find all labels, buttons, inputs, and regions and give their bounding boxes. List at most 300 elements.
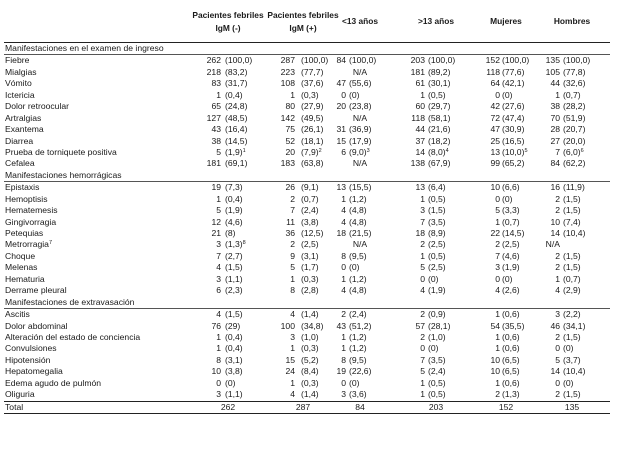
- count-cell: 1: [290, 89, 295, 100]
- count-cell: 1: [341, 273, 346, 284]
- row-label: [5, 158, 35, 169]
- percent-cell: [225, 378, 236, 389]
- row-label: [5, 321, 68, 332]
- percent-value: (0,5): [428, 377, 446, 388]
- count-cell: 183: [280, 158, 295, 169]
- percent-cell: [301, 205, 319, 216]
- row-label: [5, 228, 43, 239]
- col-header-over-13: >13 años: [417, 16, 455, 26]
- count-cell: 18: [415, 228, 425, 238]
- percent-value: (24,8): [225, 101, 248, 112]
- count-cell: 4: [495, 285, 500, 296]
- total-value: 135: [564, 401, 580, 412]
- count-cell: 138: [410, 158, 425, 169]
- percent-value: (17,9): [349, 135, 372, 146]
- percent-cell: [225, 332, 243, 343]
- row-label-text: Metrorragia: [5, 239, 49, 250]
- percent-cell: [502, 113, 524, 124]
- percent-cell: [502, 389, 520, 400]
- table-row: [4, 194, 610, 205]
- count-cell: 6: [216, 285, 221, 296]
- percent-value: (28,2): [563, 101, 586, 112]
- count-cell: 12: [211, 216, 221, 227]
- percent-cell: [225, 285, 243, 296]
- percent-cell: [225, 309, 243, 320]
- count-cell: 3: [420, 205, 425, 216]
- percent-cell: [225, 158, 247, 169]
- percent-cell: [502, 136, 524, 147]
- percent-value: (27,9): [301, 101, 324, 112]
- percent-value: (9,1): [301, 182, 319, 193]
- percent-value: (55,6): [349, 78, 372, 89]
- count-cell: 100: [280, 320, 295, 331]
- percent-cell: [502, 239, 520, 250]
- count-cell: 1: [420, 377, 425, 388]
- percent-value: (0,7): [502, 216, 520, 227]
- percent-value: (0): [349, 262, 360, 273]
- percent-cell: [428, 378, 446, 389]
- percent-cell: [349, 136, 371, 147]
- count-cell: 22: [490, 228, 500, 238]
- percent-value: (32,6): [563, 78, 586, 89]
- percent-value: (34,8): [301, 320, 324, 331]
- percent-cell: [502, 217, 520, 228]
- row-label: [5, 285, 67, 296]
- percent-cell: [301, 378, 319, 389]
- count-cell: 43: [336, 320, 346, 331]
- count-cell: 5: [216, 146, 221, 157]
- percent-cell: [428, 355, 446, 366]
- count-cell: 7: [420, 216, 425, 227]
- count-cell: 2: [290, 239, 295, 250]
- percent-value: (2,4): [301, 205, 319, 216]
- count-cell: 0: [341, 89, 346, 100]
- count-cell: 10: [490, 366, 500, 377]
- percent-value: (49,5): [301, 112, 324, 123]
- percent-value: (0,3): [301, 89, 319, 100]
- count-cell: 38: [211, 135, 221, 146]
- percent-value: (4,8): [349, 285, 367, 296]
- count-cell: 262: [206, 55, 221, 66]
- count-cell: 105: [545, 66, 560, 77]
- percent-cell: [563, 113, 585, 124]
- count-cell: 4: [290, 389, 295, 400]
- col-header-under-13: <13 años: [341, 16, 379, 26]
- count-cell: 57: [415, 320, 425, 331]
- percent-cell: [502, 251, 520, 262]
- percent-cell: [301, 147, 322, 158]
- percent-value: (0): [502, 273, 513, 284]
- percent-value: (1,5): [563, 193, 581, 204]
- percent-value: (2,5): [502, 239, 520, 250]
- count-cell: 25: [490, 135, 500, 146]
- count-cell: 287: [280, 55, 295, 66]
- count-cell: 8: [216, 354, 221, 365]
- count-cell: 0: [555, 377, 560, 388]
- row-label-text: Artralgias: [5, 112, 42, 123]
- table-row: [4, 228, 610, 239]
- percent-cell: [349, 101, 371, 112]
- percent-cell: [563, 389, 581, 400]
- count-cell: 60: [415, 101, 425, 112]
- percent-cell: [301, 113, 323, 124]
- percent-value: (100,0): [301, 55, 329, 66]
- percent-value: (0,4): [225, 89, 243, 100]
- count-cell: 72: [490, 112, 500, 123]
- row-label-text: Exantema: [5, 124, 44, 135]
- count-cell: 61: [415, 78, 425, 89]
- percent-value: (69,1): [225, 158, 248, 169]
- count-cell: 2: [341, 309, 346, 320]
- percent-cell: [349, 217, 367, 228]
- count-cell: 76: [211, 320, 221, 331]
- footnote-mark: 6: [580, 147, 584, 154]
- percent-value: (0): [225, 377, 236, 388]
- percent-value: (65,2): [502, 158, 525, 169]
- percent-cell: [428, 366, 446, 377]
- percent-value: (0,6): [502, 331, 520, 342]
- row-label-text: Hematemesis: [5, 205, 58, 216]
- count-cell: 0: [495, 273, 500, 284]
- percent-cell: [428, 309, 446, 320]
- percent-value: (0,9): [428, 309, 446, 320]
- count-cell: 0: [495, 89, 500, 100]
- percent-value: (2,5): [428, 262, 446, 273]
- percent-cell: [349, 321, 371, 332]
- percent-cell: [301, 355, 319, 366]
- percent-cell: [225, 343, 243, 354]
- count-cell: 44: [415, 124, 425, 135]
- percent-value: (1,0): [301, 331, 319, 342]
- percent-cell: [428, 239, 446, 250]
- count-cell: 1: [216, 89, 221, 100]
- percent-value: (1,5): [225, 262, 243, 273]
- count-cell: 1: [420, 89, 425, 100]
- count-cell: 5: [420, 366, 425, 377]
- percent-cell: [502, 205, 520, 216]
- table-row: [4, 389, 610, 400]
- percent-cell: [428, 67, 450, 78]
- count-cell: 1: [420, 193, 425, 204]
- count-cell: 1: [216, 193, 221, 204]
- row-label: [5, 205, 58, 216]
- percent-cell: [301, 124, 323, 135]
- percent-value: (21,5): [349, 228, 372, 238]
- count-cell: 27: [550, 135, 560, 146]
- count-cell: 0: [555, 343, 560, 354]
- count-cell: 1: [290, 343, 295, 354]
- count-cell: 142: [280, 112, 295, 123]
- table-row: [4, 78, 610, 89]
- percent-cell: [428, 90, 446, 101]
- count-cell: 4: [420, 285, 425, 296]
- percent-cell: [301, 67, 323, 78]
- row-label: [5, 217, 56, 228]
- percent-cell: [428, 332, 446, 343]
- percent-value: (1,2): [349, 273, 367, 284]
- percent-value: (8,0): [428, 146, 446, 157]
- percent-value: (1,7): [301, 262, 319, 273]
- percent-value: (3,8): [301, 216, 319, 227]
- count-cell: 84: [336, 55, 346, 66]
- row-label: [5, 78, 32, 89]
- percent-value: (77,6): [502, 66, 525, 77]
- percent-value: (2,7): [225, 250, 243, 261]
- percent-cell: [502, 124, 524, 135]
- count-cell: 0: [341, 377, 346, 388]
- count-cell: 84: [550, 158, 560, 169]
- row-label: [5, 147, 117, 158]
- percent-cell: [225, 355, 243, 366]
- row-label-text: Gingivorragia: [5, 216, 57, 227]
- percent-value: (100,0): [349, 55, 377, 66]
- row-label-text: Convulsiones: [5, 343, 57, 354]
- percent-cell: [563, 355, 581, 366]
- percent-value: (2,5): [428, 239, 446, 250]
- row-label: [5, 366, 63, 377]
- percent-value: (30,9): [502, 124, 525, 135]
- percent-cell: [225, 147, 246, 158]
- percent-cell: [502, 321, 524, 332]
- percent-cell: [301, 321, 323, 332]
- na-cell: N/A: [352, 112, 368, 123]
- percent-value: (9,0): [349, 146, 367, 157]
- percent-value: (3,1): [225, 354, 243, 365]
- percent-cell: [301, 343, 319, 354]
- percent-cell: [563, 251, 581, 262]
- percent-value: (58,1): [428, 112, 451, 123]
- percent-cell: [502, 78, 524, 89]
- percent-cell: [225, 366, 243, 377]
- na-cell: N/A: [352, 66, 368, 77]
- count-cell: 9: [290, 250, 295, 261]
- footnote-mark: 8: [242, 240, 246, 247]
- row-label: [5, 90, 35, 101]
- table-row: [4, 124, 610, 135]
- percent-value: (0,3): [301, 343, 319, 354]
- footnote-mark: 5: [524, 147, 528, 154]
- percent-value: (0): [349, 89, 360, 100]
- total-value: 203: [428, 401, 444, 412]
- count-cell: 13: [490, 146, 500, 157]
- percent-value: (23,8): [349, 101, 372, 112]
- count-cell: 1: [495, 216, 500, 227]
- count-cell: 5: [290, 262, 295, 273]
- total-value: 84: [355, 401, 365, 412]
- section-header: [4, 297, 610, 309]
- percent-value: (0): [428, 273, 439, 284]
- percent-cell: [349, 309, 367, 320]
- row-label-text: Hematuria: [5, 273, 45, 284]
- count-cell: 18: [336, 228, 346, 238]
- section-title: Manifestaciones de extravasación: [5, 296, 135, 307]
- count-cell: 54: [490, 320, 500, 331]
- percent-value: (1,5): [563, 262, 581, 273]
- percent-cell: [563, 90, 581, 101]
- percent-cell: [502, 274, 513, 285]
- count-cell: 1: [420, 250, 425, 261]
- count-cell: 8: [290, 285, 295, 296]
- percent-value: (7,3): [225, 182, 243, 193]
- percent-cell: [502, 90, 513, 101]
- percent-cell: [349, 124, 371, 135]
- count-cell: 46: [550, 320, 560, 331]
- percent-cell: [428, 194, 446, 205]
- count-cell: 1: [555, 273, 560, 284]
- percent-value: (1,2): [349, 331, 367, 342]
- percent-value: (4,6): [225, 216, 243, 227]
- percent-cell: [349, 147, 370, 158]
- row-label: [5, 136, 33, 147]
- count-cell: 0: [495, 193, 500, 204]
- count-cell: 7: [555, 146, 560, 157]
- percent-value: (20,7): [563, 124, 586, 135]
- row-label-text: Epistaxis: [5, 182, 40, 193]
- percent-value: (18,2): [428, 135, 451, 146]
- percent-cell: [428, 158, 450, 169]
- percent-cell: [502, 262, 520, 273]
- count-cell: 0: [420, 343, 425, 354]
- percent-value: (1,9): [428, 285, 446, 296]
- row-label-text: Hemoptisis: [5, 193, 48, 204]
- percent-cell: [225, 274, 243, 285]
- row-label: [5, 355, 50, 366]
- percent-value: (100,0): [225, 55, 253, 66]
- percent-cell: [563, 67, 585, 78]
- table-row: [4, 378, 610, 389]
- count-cell: 3: [555, 309, 560, 320]
- count-cell: 15: [285, 354, 295, 365]
- percent-cell: [563, 55, 590, 66]
- percent-cell: [428, 262, 446, 273]
- count-cell: 2: [495, 389, 500, 400]
- percent-value: (63,8): [301, 158, 324, 169]
- row-label-text: Dolor retroocular: [5, 101, 69, 112]
- percent-value: (7,4): [563, 216, 581, 227]
- percent-cell: [225, 136, 247, 147]
- percent-cell: [349, 389, 367, 400]
- percent-value: (3,8): [225, 366, 243, 377]
- count-cell: 4: [216, 262, 221, 273]
- count-cell: 11: [286, 216, 295, 227]
- percent-value: (2,3): [225, 285, 243, 296]
- percent-value: (1,5): [563, 389, 581, 400]
- count-cell: 1: [290, 377, 295, 388]
- row-label-text: Oliguria: [5, 389, 35, 400]
- percent-value: (1,5): [563, 331, 581, 342]
- percent-value: (0,6): [502, 309, 520, 320]
- percent-value: (1,9): [225, 146, 243, 157]
- percent-value: (1,5): [225, 309, 243, 320]
- percent-value: (18,1): [301, 135, 324, 146]
- count-cell: 10: [550, 216, 560, 227]
- percent-value: (11,9): [563, 182, 585, 193]
- section-title: Manifestaciones hemorrágicas: [5, 169, 122, 180]
- percent-cell: [502, 67, 524, 78]
- percent-cell: [349, 366, 371, 377]
- percent-cell: [428, 251, 446, 262]
- percent-value: (83,2): [225, 66, 248, 77]
- count-cell: 20: [336, 101, 346, 112]
- percent-value: (0,4): [225, 343, 243, 354]
- count-cell: 14: [415, 146, 425, 157]
- count-cell: 203: [410, 55, 425, 66]
- percent-value: (4,8): [349, 216, 367, 227]
- percent-value: (2,2): [563, 309, 581, 320]
- count-cell: 2: [555, 250, 560, 261]
- percent-cell: [563, 194, 581, 205]
- percent-cell: [428, 217, 446, 228]
- row-label: [5, 239, 52, 250]
- count-cell: 36: [285, 228, 295, 238]
- percent-value: (3,1): [301, 250, 319, 261]
- percent-cell: [301, 101, 323, 112]
- section-title: Manifestaciones en el examen de ingreso: [5, 43, 164, 53]
- percent-cell: [349, 332, 367, 343]
- count-cell: 0: [420, 273, 425, 284]
- table-row: [4, 205, 610, 216]
- percent-value: (37,6): [301, 78, 324, 89]
- percent-cell: [563, 78, 585, 89]
- table-row: [4, 262, 610, 273]
- row-label-text: Dolor abdominal: [5, 320, 68, 331]
- count-cell: 28: [550, 124, 560, 135]
- table-body: [4, 43, 610, 414]
- count-cell: 37: [415, 135, 425, 146]
- row-label: [5, 262, 37, 273]
- count-cell: 1: [216, 331, 221, 342]
- percent-cell: [225, 124, 247, 135]
- percent-value: (22,6): [349, 366, 372, 377]
- percent-cell: [563, 124, 585, 135]
- percent-value: (10,4): [563, 366, 586, 377]
- percent-cell: [349, 378, 360, 389]
- count-cell: 108: [280, 78, 295, 89]
- total-value: 287: [295, 401, 311, 412]
- percent-value: (35,5): [502, 320, 525, 331]
- percent-value: (1,1): [225, 273, 243, 284]
- percent-value: (3,6): [349, 389, 367, 400]
- percent-value: (1,1): [225, 389, 243, 400]
- percent-cell: [301, 389, 319, 400]
- count-cell: 181: [410, 66, 425, 77]
- percent-cell: [225, 262, 243, 273]
- row-label: [5, 343, 57, 354]
- row-label: [5, 124, 44, 135]
- count-cell: 3: [216, 273, 221, 284]
- table-row: [4, 147, 610, 158]
- count-cell: 2: [555, 205, 560, 216]
- percent-cell: [225, 78, 247, 89]
- percent-cell: [502, 343, 520, 354]
- percent-value: (34,1): [563, 320, 586, 331]
- percent-cell: [301, 309, 319, 320]
- row-label-text: Derrame pleural: [5, 285, 67, 296]
- percent-cell: [563, 378, 574, 389]
- percent-cell: [428, 101, 450, 112]
- percent-cell: [502, 285, 520, 296]
- footnote-mark: 4: [445, 147, 449, 154]
- percent-cell: [563, 309, 581, 320]
- percent-value: (9,5): [349, 354, 367, 365]
- footnote-mark: 3: [366, 147, 370, 154]
- percent-cell: [349, 285, 367, 296]
- count-cell: 52: [285, 135, 295, 146]
- percent-cell: [349, 274, 367, 285]
- percent-value: (1,5): [563, 205, 581, 216]
- percent-cell: [301, 217, 319, 228]
- percent-value: (26,1): [301, 124, 324, 135]
